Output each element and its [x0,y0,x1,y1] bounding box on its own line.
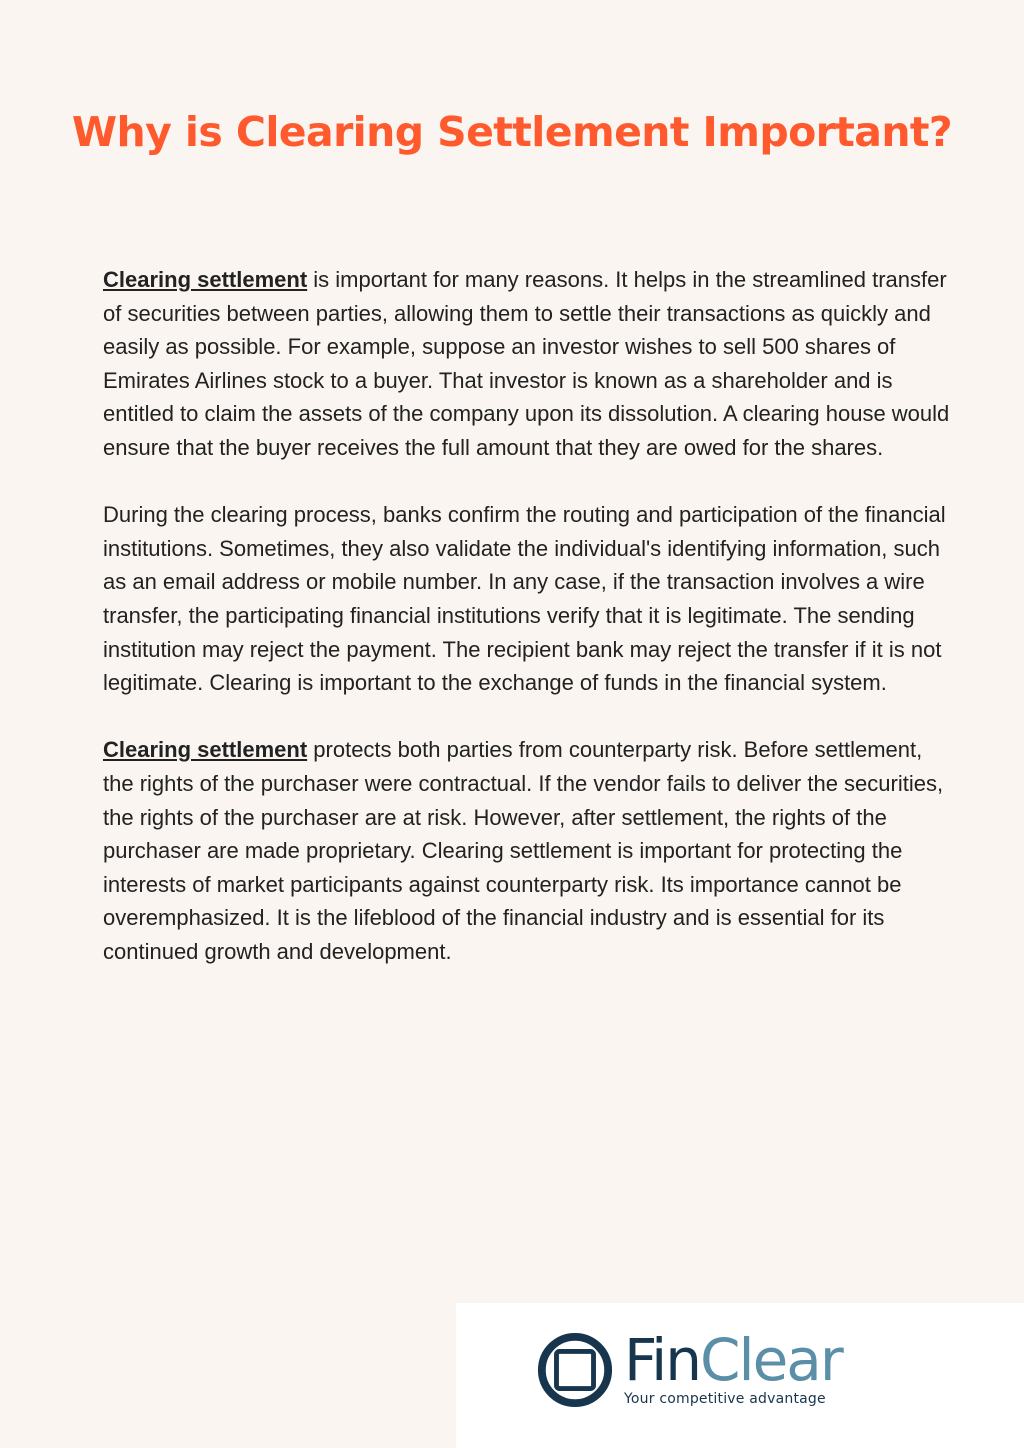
logo-name-fin: Fin [624,1326,701,1394]
paragraph-2 [103,498,953,700]
paragraph-text: protects both parties from counterparty risk. Before settlement, the rights of the purchaser were contractual. If the vendor fails to deliver the securities, the rights of the purchaser are at risk. However, after settlement, the rights of the purchaser are made proprietary. Clearing settlement is important for protecting the interests of market participants against counterparty risk. Its importance cannot be overemphasized. It is the lifeblood of the financial industry and is essential for its continued growth and development. [103,737,944,964]
logo-name-clear: Clear [700,1326,842,1394]
paragraph-3 [103,733,953,968]
logo-wordmark [624,1326,842,1394]
paragraph-text: During the clearing process, banks confirm the routing and participation of the financial institutions. Sometimes, they also validate the individual's identifying information, such as an email address or mobile number. In any case, if the transaction involves a wire transfer, the participating financial institutions verify that it is legitimate. The sending institution may reject the payment. The recipient bank may reject the transfer if it is not legitimate. Clearing is important to the exchange of funds in the financial system. [103,502,946,696]
article-body [103,263,953,1002]
keyword-link[interactable]: Clearing settlement [103,737,308,763]
paragraph-1 [103,263,953,465]
square-in-circle-logo-icon [536,1331,614,1409]
logo-panel [456,1303,1024,1448]
keyword-link[interactable]: Clearing settlement [103,267,308,292]
page-title: Why is Clearing Settlement Important? [71,108,953,156]
logo-tagline: Your competitive advantage [624,1391,826,1407]
paragraph-text: is important for many reasons. It helps in the streamlined transfer of securities between parties, allowing them to settle their transactions as quickly and easily as possible. For example, suppose an investor wishes to sell 500 shares of Emirates Airlines stock to a buyer. That investor is known as a shareholder and is entitled to claim the assets of the company upon its dissolution. A clearing house would ensure that the buyer receives the full amount that they are owed for the shares. [103,267,950,460]
